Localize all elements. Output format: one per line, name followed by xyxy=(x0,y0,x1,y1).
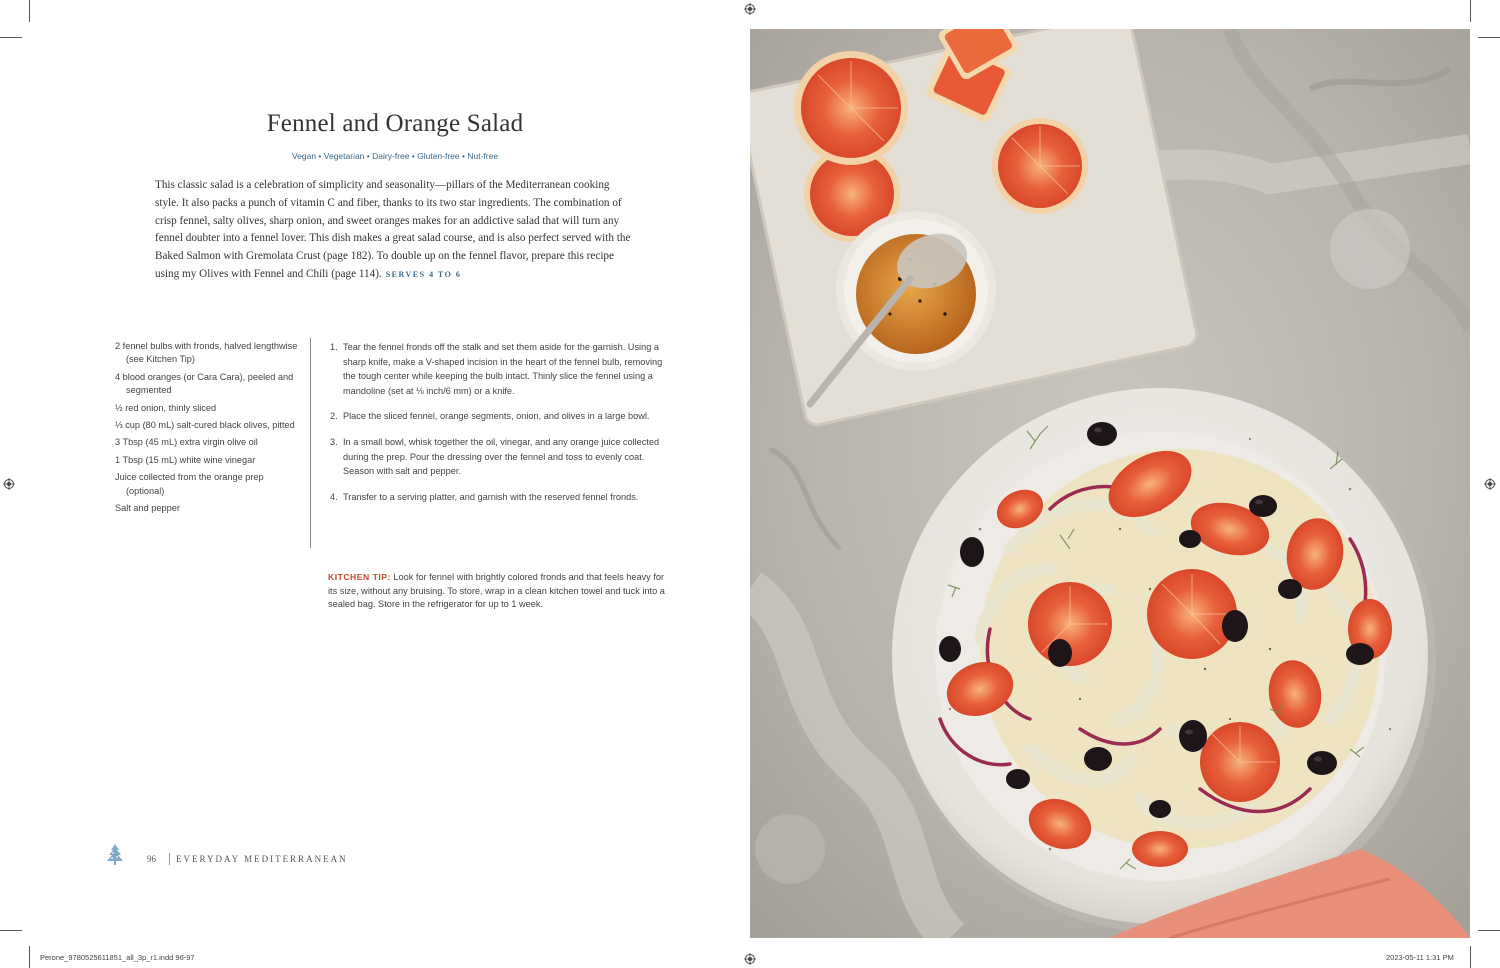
step-number: 2. xyxy=(330,411,338,422)
registration-mark-icon xyxy=(1484,478,1496,490)
recipe-title: Fennel and Orange Salad xyxy=(266,110,524,137)
column-divider xyxy=(310,338,311,548)
kitchen-tip xyxy=(328,571,673,612)
ingredient-list xyxy=(115,340,300,519)
step-number: 1. xyxy=(330,342,338,352)
kitchen-tip-text: Look for fennel with brightly colored fronds and that feels heavy for its size, without any bruising. To store, wrap in a clean kitchen towel and tuck into a sealed bag. Store in the refrigerator for up to 1 week. xyxy=(328,572,665,610)
crop-mark xyxy=(0,930,22,931)
diet-tags: Vegan • Vegetarian • Dairy-free • Gluten-free • Nut-free xyxy=(291,151,499,161)
timestamp-slug: 2023-05-11 1:31 PM xyxy=(1386,953,1454,962)
ingredient-item: 2 fennel bulbs with fronds, halved lengthwise (see Kitchen Tip) xyxy=(115,341,298,365)
serves-label: SERVES 4 TO 6 xyxy=(385,269,462,279)
ingredient-item: 4 blood oranges (or Cara Cara), peeled and segmented xyxy=(115,371,294,396)
ingredient-item: Juice collected from the orange prep (optional) xyxy=(115,472,264,496)
crop-mark xyxy=(1478,930,1500,931)
method-step xyxy=(330,490,675,505)
crop-mark xyxy=(1470,0,1471,22)
registration-mark-icon xyxy=(744,3,756,15)
step-text: Place the sliced fennel, orange segments, onion, and olives in a large bowl. xyxy=(343,411,650,422)
salad-photo xyxy=(750,29,1470,938)
method-step xyxy=(330,340,675,398)
crop-mark xyxy=(29,946,30,968)
ingredient-item: ½ red onion, thinly sliced xyxy=(115,402,217,413)
crop-mark xyxy=(1478,37,1500,38)
ingredient-item: ⅓ cup (80 mL) salt-cured black olives, pitted xyxy=(115,420,295,431)
crop-mark xyxy=(29,0,30,22)
method-steps xyxy=(330,340,675,515)
step-text: Transfer to a serving platter, and garnish with the reserved fennel fronds. xyxy=(343,491,639,502)
page-number: 96 xyxy=(147,854,156,864)
kitchen-tip-label: KITCHEN TIP: xyxy=(328,572,391,582)
footer-divider xyxy=(169,853,170,865)
ingredient-item: 1 Tbsp (15 mL) white wine vinegar xyxy=(115,454,256,465)
step-text: Tear the fennel fronds off the stalk and set them aside for the garnish. Using a sharp knife, make a V-shaped incision in the heart of the fennel bulb, removing the tough center while keeping the bulb intact. Thinly slice the fennel using a mandoline (set at ⅛ inch/6 mm) or a knife. xyxy=(343,342,663,396)
intro-text: This classic salad is a celebration of simplicity and seasonality—pillars of the Mediterranean cooking style. It also packs a punch of vitamin C and fiber, thanks to its two star ingredients. The combination of crisp fennel, salty olives, sharp onion, and sweet oranges makes for an addictive salad that will turn any fennel doubter into a fennel lover. This dish makes a great salad course, and is also perfect served with the Baked Salmon with Gremolata Crust (page 182). To double up on the fennel flavor, prepare this recipe using my Olives with Fennel and Chili (page 114). xyxy=(155,179,631,280)
step-number: 4. xyxy=(330,491,338,502)
crop-mark xyxy=(1470,946,1471,968)
file-slug: Perone_9780525611851_all_3p_r1.indd 96-97 xyxy=(40,953,195,962)
ingredient-item: Salt and pepper xyxy=(115,503,180,514)
method-step xyxy=(330,435,675,479)
registration-mark-icon xyxy=(3,478,15,490)
book-title: EVERYDAY MEDITERRANEAN xyxy=(176,854,348,864)
method-step xyxy=(330,409,675,424)
crop-mark xyxy=(0,37,22,38)
step-number: 3. xyxy=(330,436,338,447)
registration-mark-icon xyxy=(744,953,756,965)
step-text: In a small bowl, whisk together the oil, vinegar, and any orange juice collected during the prep. Pour the dressing over the fennel and toss to evenly coat. Season with salt and pepper. xyxy=(343,436,660,477)
ingredient-item: 3 Tbsp (45 mL) extra virgin olive oil xyxy=(115,437,258,448)
recipe-intro xyxy=(155,177,635,284)
tree-ornament-icon xyxy=(105,843,125,867)
